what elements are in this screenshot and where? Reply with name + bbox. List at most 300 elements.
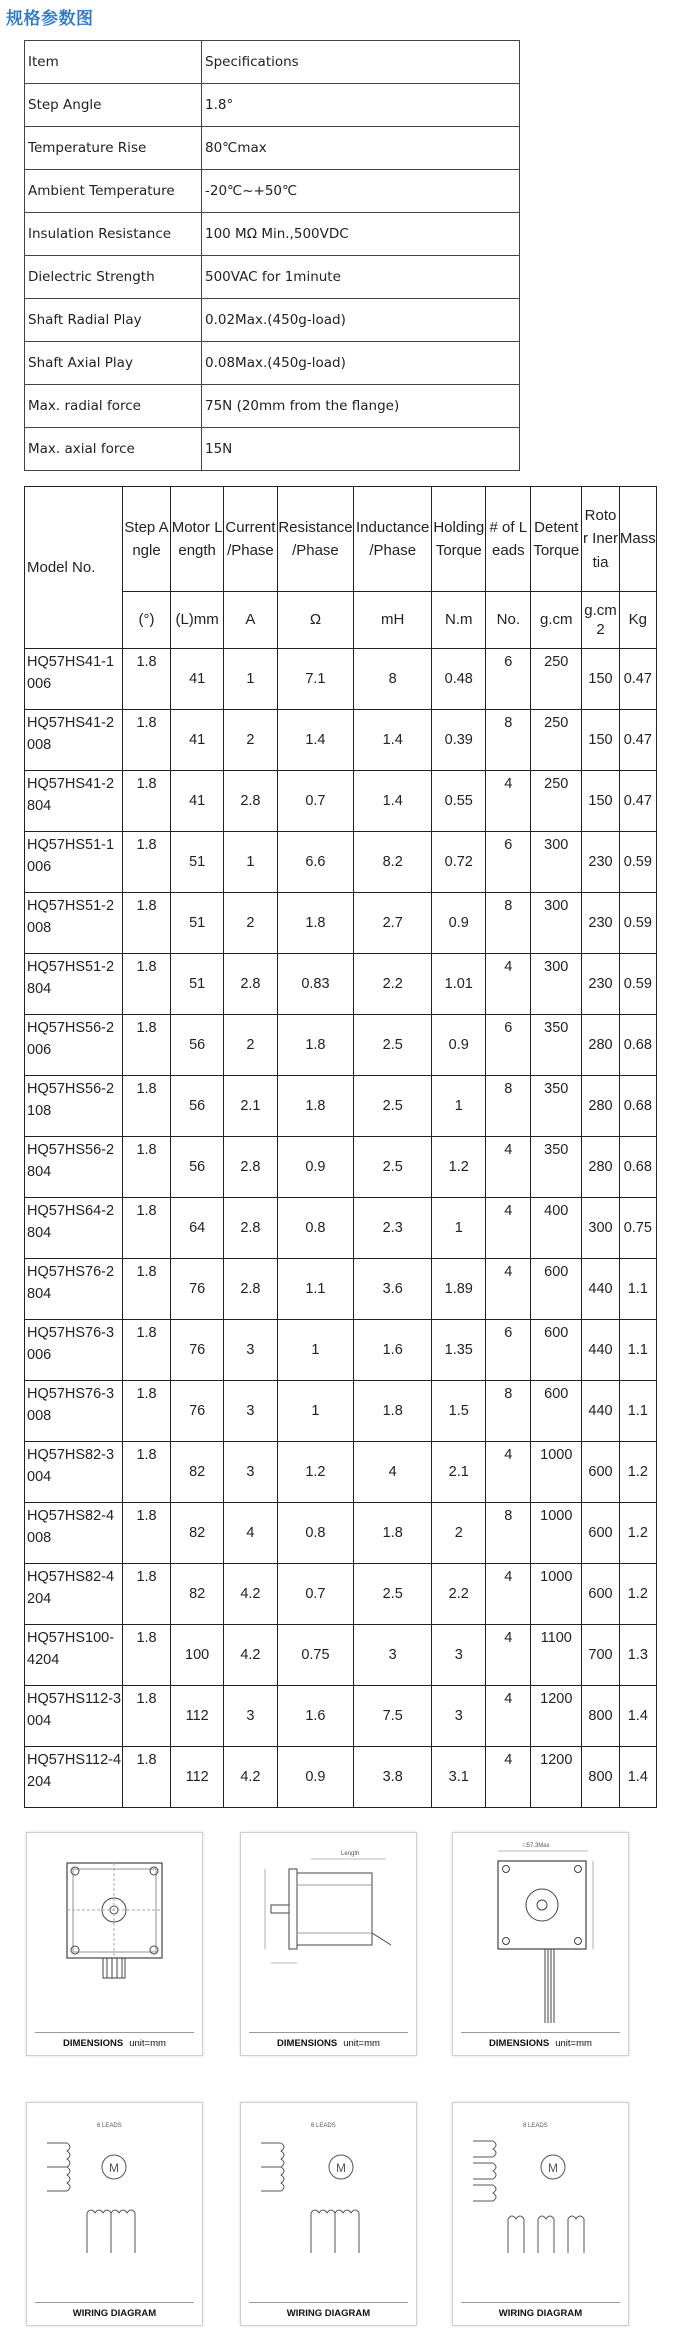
value-cell: 6	[486, 1015, 531, 1076]
spec-item-cell: Step Angle	[25, 84, 202, 127]
spec-item-cell: Ambient Temperature	[25, 170, 202, 213]
value-cell: 64	[171, 1198, 224, 1259]
dimensions-front-card	[26, 1832, 203, 2056]
value-cell: 0.9	[277, 1747, 354, 1808]
unit-cell: A	[224, 592, 277, 649]
value-cell: 0.83	[277, 954, 354, 1015]
model-number-cell: HQ57HS112-3004	[25, 1686, 123, 1747]
value-cell: 350	[531, 1076, 582, 1137]
value-cell: 800	[582, 1686, 619, 1747]
value-cell: 0.7	[277, 1564, 354, 1625]
value-cell: 4	[486, 1564, 531, 1625]
value-cell: 0.59	[619, 954, 656, 1015]
value-cell: 250	[531, 649, 582, 710]
value-cell: 6	[486, 649, 531, 710]
value-cell: 7.5	[354, 1686, 432, 1747]
value-cell: 8	[486, 1076, 531, 1137]
spec-value-cell: 75N (20mm from the flange)	[202, 385, 520, 428]
model-row	[25, 1503, 657, 1564]
value-cell: 56	[171, 1015, 224, 1076]
wiring-caption-3: WIRING DIAGRAM	[498, 2308, 583, 2319]
value-cell: 2	[432, 1503, 486, 1564]
column-header: Rotor Inertia	[582, 487, 619, 592]
value-cell: 150	[582, 649, 619, 710]
value-cell: 51	[171, 832, 224, 893]
value-cell: 1.8	[123, 1015, 171, 1076]
model-row	[25, 1076, 657, 1137]
value-cell: 280	[582, 1076, 619, 1137]
value-cell: 0.75	[619, 1198, 656, 1259]
spec-item-cell: Max. radial force	[25, 385, 202, 428]
spec-item-cell: Insulation Resistance	[25, 213, 202, 256]
value-cell: 250	[531, 710, 582, 771]
value-cell: 82	[171, 1503, 224, 1564]
spec-value-cell: 15N	[202, 428, 520, 471]
value-cell: 1	[432, 1076, 486, 1137]
value-cell: 2.8	[224, 771, 277, 832]
model-number-cell: HQ57HS51-1006	[25, 832, 123, 893]
value-cell: 0.59	[619, 893, 656, 954]
value-cell: 1.8	[277, 1076, 354, 1137]
value-cell: 2.3	[354, 1198, 432, 1259]
model-number-cell: HQ57HS41-2804	[25, 771, 123, 832]
value-cell: 2.5	[354, 1137, 432, 1198]
value-cell: 7.1	[277, 649, 354, 710]
column-header: Holding Torque	[432, 487, 486, 592]
unit-cell: g.cm	[531, 592, 582, 649]
value-cell: 4.2	[224, 1625, 277, 1686]
value-cell: 3	[224, 1686, 277, 1747]
value-cell: 1.89	[432, 1259, 486, 1320]
value-cell: 1.8	[123, 1381, 171, 1442]
value-cell: 1.2	[619, 1442, 656, 1503]
value-cell: 4.2	[224, 1747, 277, 1808]
value-cell: 230	[582, 893, 619, 954]
value-cell: 4	[224, 1503, 277, 1564]
model-row	[25, 771, 657, 832]
value-cell: 2	[224, 1015, 277, 1076]
value-cell: 0.7	[277, 771, 354, 832]
model-table	[24, 486, 657, 1808]
value-cell: 1.1	[619, 1381, 656, 1442]
value-cell: 1.8	[123, 1198, 171, 1259]
value-cell: 76	[171, 1320, 224, 1381]
value-cell: 8	[486, 710, 531, 771]
dimensions-side-card	[240, 1832, 417, 2056]
value-cell: 0.48	[432, 649, 486, 710]
motor-symbol-3: M	[548, 2161, 558, 2175]
value-cell: 2.1	[432, 1442, 486, 1503]
value-cell: 350	[531, 1137, 582, 1198]
value-cell: 1.8	[277, 893, 354, 954]
value-cell: 1.8	[123, 649, 171, 710]
unit-cell: (°)	[123, 592, 171, 649]
motor-back-view-drawing	[453, 1833, 628, 2055]
column-header: Resistance /Phase	[277, 487, 354, 592]
value-cell: 230	[582, 954, 619, 1015]
spec-item-cell: Dielectric Strength	[25, 256, 202, 299]
value-cell: 1.8	[123, 1564, 171, 1625]
model-number-cell: HQ57HS56-2006	[25, 1015, 123, 1076]
dimensions-caption: DIMENSIONS unit=mm	[63, 2038, 166, 2049]
value-cell: 400	[531, 1198, 582, 1259]
value-cell: 300	[531, 893, 582, 954]
value-cell: 3	[432, 1625, 486, 1686]
value-cell: 440	[582, 1259, 619, 1320]
value-cell: 2.8	[224, 1137, 277, 1198]
value-cell: 4	[486, 771, 531, 832]
value-cell: 0.8	[277, 1503, 354, 1564]
value-cell: 4	[486, 1198, 531, 1259]
value-cell: 1.8	[123, 771, 171, 832]
wiring-card-1	[26, 2102, 203, 2326]
spec-value-cell: 100 MΩ Min.,500VDC	[202, 213, 520, 256]
spec-item-cell: Shaft Radial Play	[25, 299, 202, 342]
value-cell: 3.6	[354, 1259, 432, 1320]
value-cell: 1.5	[432, 1381, 486, 1442]
value-cell: 3	[224, 1320, 277, 1381]
value-cell: 82	[171, 1564, 224, 1625]
value-cell: 1.4	[277, 710, 354, 771]
value-cell: 1.4	[354, 771, 432, 832]
column-header: Mass	[619, 487, 656, 592]
value-cell: 1.1	[277, 1259, 354, 1320]
value-cell: 230	[582, 832, 619, 893]
value-cell: 0.47	[619, 771, 656, 832]
spec-value-cell: Specifications	[202, 41, 520, 84]
value-cell: 600	[531, 1259, 582, 1320]
value-cell: 2.2	[354, 954, 432, 1015]
value-cell: 2.5	[354, 1015, 432, 1076]
value-cell: 600	[531, 1320, 582, 1381]
value-cell: 350	[531, 1015, 582, 1076]
model-row	[25, 1320, 657, 1381]
value-cell: 1000	[531, 1564, 582, 1625]
value-cell: 4	[486, 1747, 531, 1808]
spec-value-cell: 80℃max	[202, 127, 520, 170]
spec-value-cell: 1.8°	[202, 84, 520, 127]
value-cell: 0.72	[432, 832, 486, 893]
leads-label: 6 LEADS	[97, 2123, 122, 2129]
value-cell: 76	[171, 1381, 224, 1442]
model-number-cell: HQ57HS82-4008	[25, 1503, 123, 1564]
value-cell: 1.35	[432, 1320, 486, 1381]
motor-side-view-drawing	[241, 1833, 416, 2055]
unit-cell: Ω	[277, 592, 354, 649]
value-cell: 1	[432, 1198, 486, 1259]
value-cell: 2.5	[354, 1564, 432, 1625]
value-cell: 4	[486, 1259, 531, 1320]
model-no-header: Model No.	[25, 487, 123, 649]
value-cell: 1	[277, 1381, 354, 1442]
motor-symbol-2: M	[336, 2161, 346, 2175]
unit-cell: No.	[486, 592, 531, 649]
value-cell: 1.8	[123, 1503, 171, 1564]
model-row	[25, 893, 657, 954]
model-row	[25, 1686, 657, 1747]
value-cell: 0.68	[619, 1015, 656, 1076]
value-cell: 8	[486, 1381, 531, 1442]
spec-row	[25, 428, 520, 471]
value-cell: 41	[171, 710, 224, 771]
value-cell: 3	[224, 1381, 277, 1442]
value-cell: 800	[582, 1747, 619, 1808]
model-number-cell: HQ57HS82-3004	[25, 1442, 123, 1503]
value-cell: 3.8	[354, 1747, 432, 1808]
value-cell: 250	[531, 771, 582, 832]
model-number-cell: HQ57HS82-4204	[25, 1564, 123, 1625]
model-number-cell: HQ57HS41-2008	[25, 710, 123, 771]
model-number-cell: HQ57HS51-2804	[25, 954, 123, 1015]
value-cell: 440	[582, 1320, 619, 1381]
unit-cell: N.m	[432, 592, 486, 649]
value-cell: 8	[354, 649, 432, 710]
value-cell: 280	[582, 1137, 619, 1198]
value-cell: 300	[531, 954, 582, 1015]
value-cell: 4	[486, 1686, 531, 1747]
spec-value-cell: 0.02Max.(450g-load)	[202, 299, 520, 342]
value-cell: 41	[171, 771, 224, 832]
value-cell: 2.8	[224, 954, 277, 1015]
model-row	[25, 832, 657, 893]
value-cell: 150	[582, 710, 619, 771]
value-cell: 0.39	[432, 710, 486, 771]
dimensions-caption-3: DIMENSIONS unit=mm	[489, 2038, 592, 2049]
leads-label-2: 6 LEADS	[311, 2123, 336, 2129]
column-header: Current /Phase	[224, 487, 277, 592]
value-cell: 1.1	[619, 1320, 656, 1381]
model-row	[25, 710, 657, 771]
value-cell: 1	[224, 832, 277, 893]
value-cell: 112	[171, 1747, 224, 1808]
value-cell: 1000	[531, 1442, 582, 1503]
model-number-cell: HQ57HS76-2804	[25, 1259, 123, 1320]
model-number-cell: HQ57HS76-3008	[25, 1381, 123, 1442]
value-cell: 0.9	[432, 1015, 486, 1076]
value-cell: 1.3	[619, 1625, 656, 1686]
value-cell: 1.8	[123, 1320, 171, 1381]
unit-cell: (L)mm	[171, 592, 224, 649]
value-cell: 1.8	[123, 832, 171, 893]
value-cell: 0.68	[619, 1137, 656, 1198]
unit-cell: Kg	[619, 592, 656, 649]
value-cell: 1200	[531, 1747, 582, 1808]
value-cell: 76	[171, 1259, 224, 1320]
model-number-cell: HQ57HS51-2008	[25, 893, 123, 954]
model-number-cell: HQ57HS76-3006	[25, 1320, 123, 1381]
value-cell: 4	[486, 1625, 531, 1686]
value-cell: 1100	[531, 1625, 582, 1686]
spec-item-cell: Temperature Rise	[25, 127, 202, 170]
spec-row	[25, 342, 520, 385]
value-cell: 1.8	[123, 710, 171, 771]
value-cell: 1.2	[277, 1442, 354, 1503]
value-cell: 56	[171, 1076, 224, 1137]
value-cell: 8.2	[354, 832, 432, 893]
model-row	[25, 954, 657, 1015]
model-row	[25, 1381, 657, 1442]
model-row	[25, 1259, 657, 1320]
wiring-card-3	[452, 2102, 629, 2326]
model-number-cell: HQ57HS41-1006	[25, 649, 123, 710]
value-cell: 4	[354, 1442, 432, 1503]
model-row	[25, 1625, 657, 1686]
value-cell: 3	[432, 1686, 486, 1747]
spec-value-cell: 0.08Max.(450g-load)	[202, 342, 520, 385]
unit-cell: mH	[354, 592, 432, 649]
value-cell: 1000	[531, 1503, 582, 1564]
value-cell: 4	[486, 1442, 531, 1503]
value-cell: 1.8	[123, 1625, 171, 1686]
value-cell: 1.8	[123, 893, 171, 954]
value-cell: 600	[582, 1442, 619, 1503]
value-cell: 1200	[531, 1686, 582, 1747]
value-cell: 4	[486, 954, 531, 1015]
wiring-diagram-8-leads	[453, 2103, 628, 2325]
value-cell: 0.75	[277, 1625, 354, 1686]
model-row	[25, 1747, 657, 1808]
value-cell: 2.2	[432, 1564, 486, 1625]
square-size-label: □57.3Max	[523, 1843, 550, 1849]
model-number-cell: HQ57HS100-4204	[25, 1625, 123, 1686]
value-cell: 51	[171, 954, 224, 1015]
value-cell: 1	[277, 1320, 354, 1381]
spec-row	[25, 127, 520, 170]
value-cell: 600	[582, 1503, 619, 1564]
value-cell: 51	[171, 893, 224, 954]
page-title: 规格参数图	[6, 9, 94, 29]
spec-header-row	[25, 41, 520, 84]
value-cell: 1.8	[123, 1686, 171, 1747]
value-cell: 1.2	[432, 1137, 486, 1198]
model-row	[25, 649, 657, 710]
value-cell: 6.6	[277, 832, 354, 893]
value-cell: 700	[582, 1625, 619, 1686]
model-row	[25, 1198, 657, 1259]
value-cell: 2	[224, 893, 277, 954]
value-cell: 300	[582, 1198, 619, 1259]
spec-row	[25, 84, 520, 127]
value-cell: 1.2	[619, 1503, 656, 1564]
wiring-diagram-6-leads	[27, 2103, 202, 2325]
value-cell: 41	[171, 649, 224, 710]
value-cell: 3.1	[432, 1747, 486, 1808]
value-cell: 1.8	[123, 1259, 171, 1320]
model-row	[25, 1442, 657, 1503]
value-cell: 600	[531, 1381, 582, 1442]
value-cell: 2.8	[224, 1198, 277, 1259]
value-cell: 3	[354, 1625, 432, 1686]
value-cell: 0.47	[619, 710, 656, 771]
value-cell: 1.6	[354, 1320, 432, 1381]
model-row	[25, 1015, 657, 1076]
column-header: Inductance /Phase	[354, 487, 432, 592]
value-cell: 0.9	[432, 893, 486, 954]
value-cell: 1.4	[354, 710, 432, 771]
value-cell: 1.8	[123, 954, 171, 1015]
value-cell: 1.8	[123, 1076, 171, 1137]
spec-item-cell: Item	[25, 41, 202, 84]
value-cell: 1.01	[432, 954, 486, 1015]
model-number-cell: HQ57HS56-2108	[25, 1076, 123, 1137]
spec-item-cell: Max. axial force	[25, 428, 202, 471]
model-header-row	[25, 487, 657, 592]
spec-row	[25, 213, 520, 256]
spec-table	[24, 40, 520, 471]
value-cell: 2	[224, 710, 277, 771]
value-cell: 100	[171, 1625, 224, 1686]
value-cell: 300	[531, 832, 582, 893]
column-header: Step Angle	[123, 487, 171, 592]
value-cell: 2.1	[224, 1076, 277, 1137]
value-cell: 2.8	[224, 1259, 277, 1320]
spec-row	[25, 299, 520, 342]
value-cell: 1.2	[619, 1564, 656, 1625]
value-cell: 8	[486, 893, 531, 954]
column-header: Motor Length	[171, 487, 224, 592]
motor-symbol: M	[109, 2161, 119, 2175]
model-row	[25, 1137, 657, 1198]
wiring-diagram-6-leads-b	[241, 2103, 416, 2325]
value-cell: 0.68	[619, 1076, 656, 1137]
value-cell: 280	[582, 1015, 619, 1076]
value-cell: 1.8	[123, 1137, 171, 1198]
spec-row	[25, 256, 520, 299]
value-cell: 2.7	[354, 893, 432, 954]
value-cell: 440	[582, 1381, 619, 1442]
value-cell: 1.8	[277, 1015, 354, 1076]
wiring-card-2	[240, 2102, 417, 2326]
spec-row	[25, 170, 520, 213]
wiring-caption-2: WIRING DIAGRAM	[286, 2308, 371, 2319]
value-cell: 1.4	[619, 1686, 656, 1747]
model-row	[25, 1564, 657, 1625]
column-header: Detent Torque	[531, 487, 582, 592]
leads-label-3: 8 LEADS	[523, 2123, 548, 2129]
dimensions-back-card	[452, 1832, 629, 2056]
unit-cell: g.cm2	[582, 592, 619, 649]
value-cell: 0.9	[277, 1137, 354, 1198]
value-cell: 1.1	[619, 1259, 656, 1320]
value-cell: 150	[582, 771, 619, 832]
wiring-caption: WIRING DIAGRAM	[72, 2308, 157, 2319]
value-cell: 2.5	[354, 1076, 432, 1137]
model-number-cell: HQ57HS112-4204	[25, 1747, 123, 1808]
value-cell: 600	[582, 1564, 619, 1625]
value-cell: 4	[486, 1137, 531, 1198]
value-cell: 1	[224, 649, 277, 710]
value-cell: 0.8	[277, 1198, 354, 1259]
dimensions-caption-2: DIMENSIONS unit=mm	[277, 2038, 380, 2049]
value-cell: 56	[171, 1137, 224, 1198]
value-cell: 1.8	[123, 1747, 171, 1808]
value-cell: 1.8	[123, 1442, 171, 1503]
value-cell: 1.6	[277, 1686, 354, 1747]
value-cell: 8	[486, 1503, 531, 1564]
value-cell: 0.47	[619, 649, 656, 710]
value-cell: 3	[224, 1442, 277, 1503]
value-cell: 82	[171, 1442, 224, 1503]
value-cell: 6	[486, 832, 531, 893]
motor-front-view-drawing	[27, 1833, 202, 2055]
value-cell: 112	[171, 1686, 224, 1747]
length-label: Length	[341, 1851, 360, 1857]
value-cell: 4.2	[224, 1564, 277, 1625]
value-cell: 1.4	[619, 1747, 656, 1808]
model-number-cell: HQ57HS64-2804	[25, 1198, 123, 1259]
spec-item-cell: Shaft Axial Play	[25, 342, 202, 385]
model-number-cell: HQ57HS56-2804	[25, 1137, 123, 1198]
